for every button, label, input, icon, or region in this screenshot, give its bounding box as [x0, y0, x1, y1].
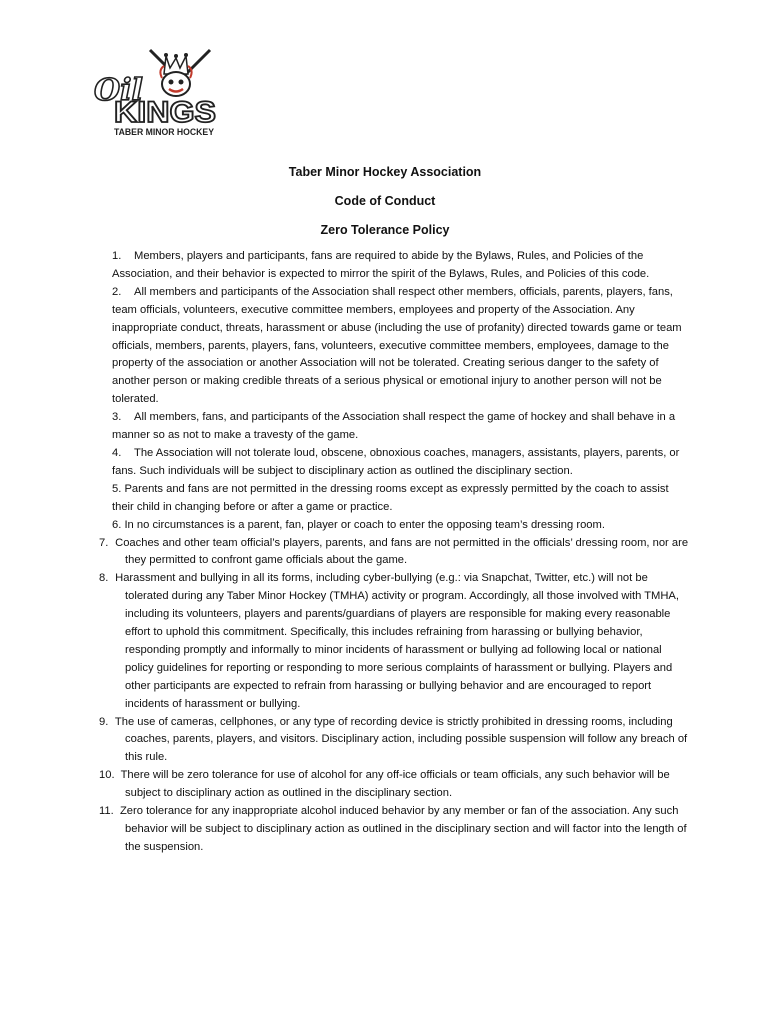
item-text: Parents and fans are not permitted in the dressing rooms except as expressly permitted by the coach to assist their child in changing before or after a game or practice. [112, 482, 669, 513]
policy-item-7: 7. Coaches and other team official’s players, parents, and fans are not permitted in the officials’ dressing room, nor are they permitted to confront game officials about the game. [99, 536, 689, 567]
item-text: All members and participants of the Association shall respect other members, officials, parents, players, fans, team officials, volunteers, executive committee members, employees and property of the Association. Any inappropriate conduct, threats, harassment or abuse (including the use of profanity) directed towards game or team officials, members, parents, players, fans, volunteers, executive committee members, employees, damage to the property of the association or another Association will not be tolerated. Creating serious danger to the safety of another person or making credible threats of a serious physical or emotional injury to another person will not be tolerated. [112, 285, 682, 406]
item-text: There will be zero tolerance for use of alcohol for any off-ice officials or team officials, any such behavior will be subject to disciplinary action as outlined in the disciplinary section. [120, 769, 670, 800]
policy-item-2 [112, 284, 692, 409]
item-text: Coaches and other team official’s players, parents, and fans are not permitted in the officials’ dressing room, nor are they permitted to confront game officials about the game. [115, 536, 689, 567]
logo-main-text: KINGS [114, 96, 216, 129]
policy-item-10 [99, 767, 692, 803]
policy-item-11 [99, 803, 692, 857]
item-text: The Association will not tolerate loud, obscene, obnoxious coaches, managers, assistants, players, parents, or fans. Such individuals will be subject to disciplinary action as outlined the disciplinary section. [112, 446, 680, 477]
policy-item-3 [112, 409, 692, 445]
item-number: 3. [112, 411, 122, 424]
item-text: All members, fans, and participants of the Association shall respect the game of hockey and shall behave in a manner so as not to make a travesty of the game. [112, 411, 676, 442]
logo-sub-text: TABER MINOR HOCKEY [114, 127, 214, 137]
organization-title: Taber Minor Hockey Association [288, 165, 482, 179]
logo-graphic [92, 44, 222, 140]
policy-list [99, 248, 692, 857]
item-text: In no circumstances is a parent, fan, player or coach to enter the opposing team’s dressing room. [124, 518, 605, 531]
item-number: 2. [112, 285, 122, 298]
item-text: Members, players and participants, fans are required to abide by the Bylaws, Rules, and Policies of the Association, and their behavior is expected to mirror the spirit of the Bylaws, Rules, and Policies of this code. [112, 250, 650, 280]
policy-item-5 [112, 481, 692, 517]
item-number: 4. [112, 446, 122, 459]
policy-item-1 [112, 248, 692, 284]
oil-kings-logo [92, 44, 222, 140]
policy-title: Zero Tolerance Policy [320, 223, 450, 237]
item-text: Zero tolerance for any inappropriate alcohol induced behavior by any member or fan of the association. Any such behavior will be subject to disciplinary action as outlined in the disciplinary section and will factor into the length of the suspension. [119, 805, 687, 853]
policy-item-9: 9. The use of cameras, cellphones, or any type of recording device is strictly prohibited in dressing rooms, including coaches, parents, players, and visitors. Disciplinary action, including possible suspension will follow any breach of this rule. [99, 715, 688, 764]
item-text: The use of cameras, cellphones, or any type of recording device is strictly prohibited in dressing rooms, including coaches, parents, players, and visitors. Disciplinary action, including possible suspension will follow any breach of this rule. [114, 715, 688, 764]
document-header [0, 162, 770, 249]
item-text: Harassment and bullying in all its forms, including cyber-bullying (e.g.: via Snapchat, Twitter, etc.) will not be tolerated during any Taber Minor Hockey (TMHA) activity or program. Accordingly, all those involved with TMHA, including its volunteers, players and parents/guardians of players are responsible for making every reasonable effort to uphold this commitment. Specifically, this includes refraining from harassing or bullying behavior, responding promptly and informally to minor incidents of harassment or bullying ad following local or national policy guidelines for reporting or responding to more serious complaints of harassment or bullying. Players and other participants are expected to refrain from harassing or bullying behavior and are encouraged to report incidents of harassment or bullying. [115, 572, 679, 710]
item-number: 10. [99, 769, 115, 782]
policy-item-8: 8. Harassment and bullying in all its forms, including cyber-bullying (e.g.: via Snapchat, Twitter, etc.) will not be tolerated during any Taber Minor Hockey (TMHA) activity or program. Accordingly, all those involved with TMHA, including its volunteers, players and parents/guardians of players are responsible for making every reasonable effort to uphold this commitment. Specifically, this includes refraining from harassing or bullying behavior, responding promptly and informally to minor incidents of harassment or bullying ad following local or national policy guidelines for reporting or responding to more serious complaints of harassment or bullying. Players and other participants are expected to refrain from harassing or bullying behavior and are encouraged to report incidents of harassment or bullying. [99, 572, 679, 710]
item-number: 6. [112, 518, 122, 531]
policy-item-6 [112, 517, 692, 535]
policy-item-4 [112, 445, 692, 481]
document-title: Code of Conduct [334, 194, 436, 208]
item-number: 1. [112, 250, 122, 262]
logo-script-text: Oil [94, 73, 143, 108]
item-number: 5. [112, 482, 122, 495]
item-number: 11. [99, 805, 114, 818]
